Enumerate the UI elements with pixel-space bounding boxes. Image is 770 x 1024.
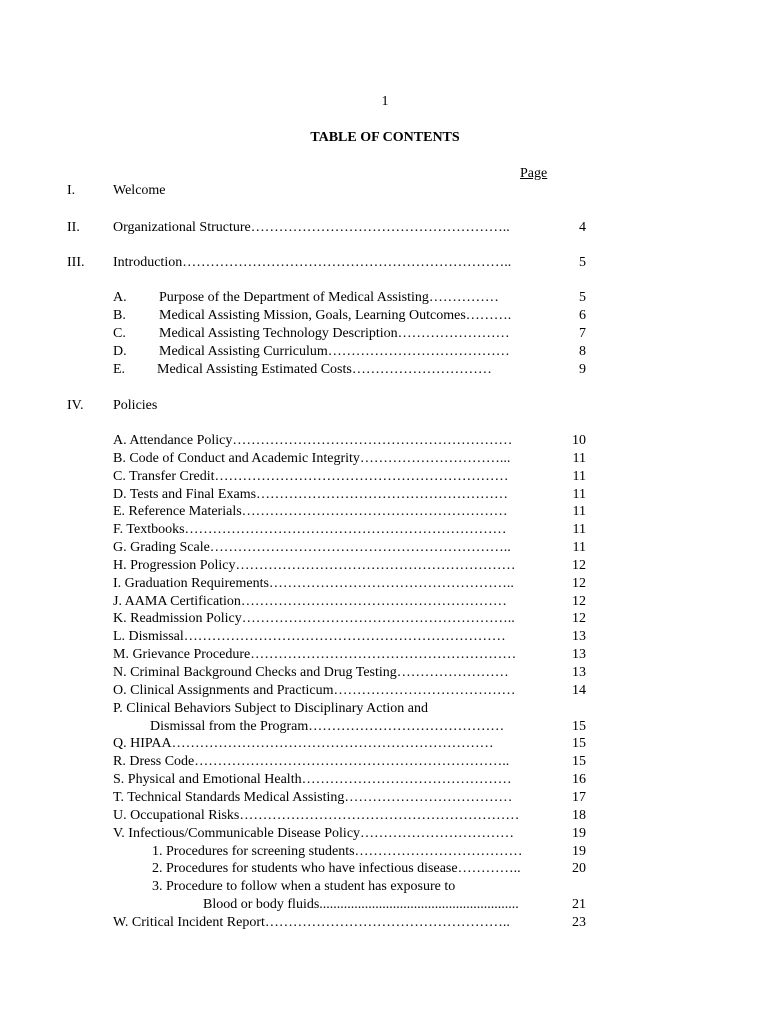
- policy-page-number: 16: [572, 772, 586, 787]
- item-letter: E.: [113, 362, 126, 377]
- policy-page-number: 12: [572, 611, 586, 626]
- toc-policy-subitem: 3. Procedure to follow when a student has exposure to: [152, 879, 456, 894]
- item-letter: B.: [113, 308, 126, 323]
- section-label: Organizational Structure………………………………………………..: [113, 220, 510, 235]
- policy-page-number: 11: [572, 504, 586, 519]
- toc-policy-item: J. AAMA Certification…………………………………………………: [113, 594, 507, 609]
- policy-page-number: 13: [572, 629, 586, 644]
- policy-page-number: 15: [572, 719, 586, 734]
- policy-page-number: 11: [572, 487, 586, 502]
- policy-page-number: 15: [572, 754, 586, 769]
- section-number: III.: [67, 255, 85, 270]
- item-text: Medical Assisting Curriculum…………………………………: [159, 344, 510, 359]
- item-text: Medical Assisting Estimated Costs…………………………: [157, 362, 492, 377]
- toc-policy-subitem: 1. Procedures for screening students………………………………: [152, 844, 523, 859]
- section-page-number: 4: [579, 220, 586, 235]
- toc-policy-item: C. Transfer Credit………………………………………………………: [113, 469, 509, 484]
- toc-policy-item: F. Textbooks……………………………………………………………: [113, 522, 507, 537]
- toc-policy-item: E. Reference Materials…………………………………………………: [113, 504, 508, 519]
- page-title: TABLE OF CONTENTS: [310, 130, 460, 145]
- toc-policy-item: O. Clinical Assignments and Practicum…………………………………: [113, 683, 516, 698]
- item-page-number: 8: [579, 344, 586, 359]
- policy-page-number: 19: [572, 826, 586, 841]
- item-text: Purpose of the Department of Medical Assisting……………: [159, 290, 499, 305]
- toc-policy-item: L. Dismissal……………………………………………………………: [113, 629, 506, 644]
- toc-policy-item-continuation: Dismissal from the Program……………………………………: [150, 719, 505, 734]
- toc-policy-item: B. Code of Conduct and Academic Integrity…………………………...: [113, 451, 511, 466]
- section-number: II.: [67, 220, 80, 235]
- policy-page-number: 11: [572, 469, 586, 484]
- policy-page-number: 12: [572, 558, 586, 573]
- policy-page-number: 20: [572, 861, 586, 876]
- toc-policy-item: I. Graduation Requirements……………………………………………..: [113, 576, 514, 591]
- section-label: Policies: [113, 398, 158, 413]
- toc-policy-item: M. Grievance Procedure…………………………………………………: [113, 647, 517, 662]
- toc-policy-item: W. Critical Incident Report……………………………………………..: [113, 915, 510, 930]
- toc-policy-item: T. Technical Standards Medical Assisting………………………………: [113, 790, 513, 805]
- section-number: IV.: [67, 398, 84, 413]
- item-text: Medical Assisting Mission, Goals, Learning Outcomes……….: [159, 308, 512, 323]
- policy-page-number: 19: [572, 844, 586, 859]
- policy-page-number: 11: [572, 540, 586, 555]
- item-page-number: 6: [579, 308, 586, 323]
- policy-page-number: 11: [572, 451, 586, 466]
- toc-policy-subitem: 2. Procedures for students who have infectious disease…………..: [152, 861, 521, 876]
- policy-page-number: 13: [572, 647, 586, 662]
- toc-policy-item: R. Dress Code…………………………………………………………..: [113, 754, 510, 769]
- policy-page-number: 12: [572, 594, 586, 609]
- item-page-number: 9: [579, 362, 586, 377]
- policy-page-number: 21: [572, 897, 586, 912]
- item-letter: A.: [113, 290, 127, 305]
- policy-page-number: 10: [572, 433, 586, 448]
- item-letter: C.: [113, 326, 126, 341]
- section-page-number: 5: [579, 255, 586, 270]
- toc-policy-item: G. Grading Scale………………………………………………………..: [113, 540, 511, 555]
- policy-page-number: 18: [572, 808, 586, 823]
- page-number: 1: [381, 94, 389, 109]
- policy-page-number: 11: [572, 522, 586, 537]
- policy-page-number: 17: [572, 790, 586, 805]
- toc-policy-item: U. Occupational Risks……………………………………………………: [113, 808, 520, 823]
- policy-page-number: 15: [572, 736, 586, 751]
- toc-policy-item: K. Readmission Policy…………………………………………………..: [113, 611, 515, 626]
- item-page-number: 7: [579, 326, 586, 341]
- toc-policy-item: N. Criminal Background Checks and Drug Testing……………………: [113, 665, 509, 680]
- item-letter: D.: [113, 344, 127, 359]
- toc-policy-subitem-continuation: Blood or body fluids.........................................................: [203, 897, 519, 912]
- policy-page-number: 23: [572, 915, 586, 930]
- toc-policy-item: A. Attendance Policy……………………………………………………: [113, 433, 513, 448]
- toc-policy-item: V. Infectious/Communicable Disease Policy……………………………: [113, 826, 515, 841]
- toc-policy-item: S. Physical and Emotional Health………………………………………: [113, 772, 512, 787]
- policy-page-number: 13: [572, 665, 586, 680]
- section-number: I.: [67, 183, 76, 198]
- toc-policy-item: D. Tests and Final Exams………………………………………………: [113, 487, 509, 502]
- section-label: Welcome: [113, 183, 166, 198]
- toc-policy-item: H. Progression Policy……………………………………………………: [113, 558, 516, 573]
- policy-page-number: 12: [572, 576, 586, 591]
- item-page-number: 5: [579, 290, 586, 305]
- section-label: Introduction……………………………………………………………..: [113, 255, 512, 270]
- policy-page-number: 14: [572, 683, 586, 698]
- item-text: Medical Assisting Technology Description……………………: [159, 326, 510, 341]
- page-column-header: Page: [520, 166, 548, 181]
- toc-policy-item: Q. HIPAA……………………………………………………………: [113, 736, 494, 751]
- toc-policy-item: P. Clinical Behaviors Subject to Disciplinary Action and: [113, 701, 428, 716]
